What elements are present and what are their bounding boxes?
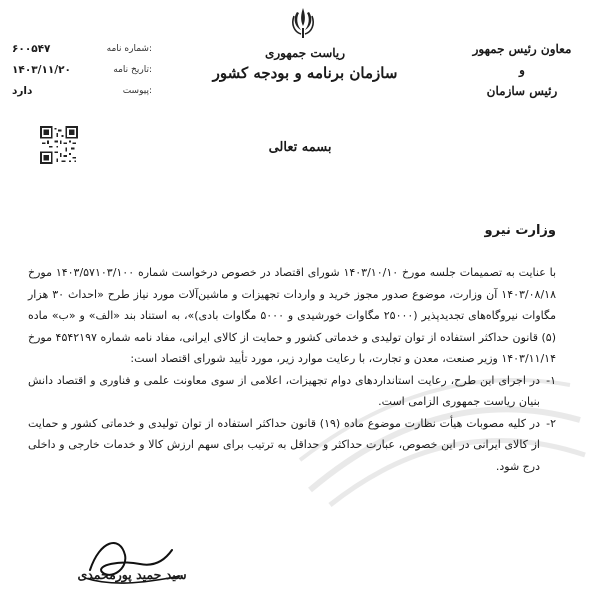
signer-name: سید حمید پورمحمدی bbox=[77, 567, 187, 582]
sender-title-block bbox=[462, 38, 582, 102]
sender-title-line-3: رئیس سازمان bbox=[486, 84, 558, 98]
addressee: وزارت نیرو bbox=[484, 223, 556, 238]
letter-meta bbox=[12, 38, 152, 101]
qr-code-icon bbox=[40, 126, 78, 164]
list-item bbox=[28, 370, 556, 413]
letter-body bbox=[28, 262, 556, 477]
letter-number-row bbox=[12, 38, 152, 59]
list-item bbox=[28, 413, 556, 478]
organization-title bbox=[200, 44, 410, 84]
sender-title-line-1: معاون رئیس جمهور bbox=[472, 42, 572, 56]
letter-date-label: تاریخ نامه: bbox=[113, 64, 152, 75]
list-item-number: ۲- bbox=[546, 416, 556, 430]
list-item-text: در کلیه مصوبات هیأت نظارت موضوع ماده (۱۹) قانون حداکثر استفاده از توان تولیدی و خدماتی کشور و حمایت از کالای ایرانی در این خصوص، عبارت حداکثر و حداقل به ترتیب برای سهم ارزش کالا و خدمات خارجی و داخلی درج شود. bbox=[28, 416, 541, 473]
sender-title-line-2: و bbox=[519, 63, 525, 77]
iran-emblem-icon bbox=[290, 6, 316, 40]
letter-date-value: ۱۴۰۳/۱۱/۲۰ bbox=[12, 63, 71, 76]
letter-number-label: شماره نامه: bbox=[106, 43, 152, 54]
list-item-text: در اجرای این طرح، رعایت استانداردهای دوام تجهیزات، اعلامی از سوی معاونت علمی و فناوری و اقتصاد دانش بنیان ریاست جمهوری الزامی است. bbox=[28, 373, 540, 408]
organization-name: سازمان برنامه و بودجه کشور bbox=[212, 64, 398, 82]
presidency-label: ریاست جمهوری bbox=[264, 46, 346, 60]
letter-number-value: ۶۰۰۵۴۷ bbox=[12, 42, 51, 55]
attachment-label: پیوست: bbox=[122, 85, 152, 96]
letter-date-row bbox=[12, 59, 152, 80]
bismillah-heading: بسمه تعالی bbox=[268, 140, 332, 155]
attachment-value: دارد bbox=[12, 84, 33, 97]
attachment-row bbox=[12, 80, 152, 101]
list-item-number: ۱- bbox=[546, 373, 556, 387]
body-paragraph: با عنایت به تصمیمات جلسه مورخ ۱۴۰۳/۱۰/۱۰ شورای اقتصاد در خصوص درخواست شماره ۱۴۰۳/۵۷۱۰۳/۱۰۰ مورخ ۱۴۰۳/۰۸/۱۸ آن وزارت، موضوع صدور مجوز خرید و واردات تجهیزات و ماشین‌آلات مورد نیاز طرح «احداث ۳۰ هزار مگاوات نیروگاه‌های تجدیدپذیر (۲۵۰۰۰ مگاوات خورشیدی و ۵۰۰۰ مگاوات بادی)»، به استناد بند «الف» و «ب» ماده (۵) قانون حداکثر استفاده از توان تولیدی و خدماتی کشور و حمایت از کالای ایرانی، مفاد نامه شماره ۴۵۴۲۱۹۷ مورخ ۱۴۰۳/۱۱/۱۴ وزیر صنعت، معدن و تجارت، با رعایت موارد زیر، مورد تأیید شورای اقتصاد است: bbox=[28, 266, 557, 365]
